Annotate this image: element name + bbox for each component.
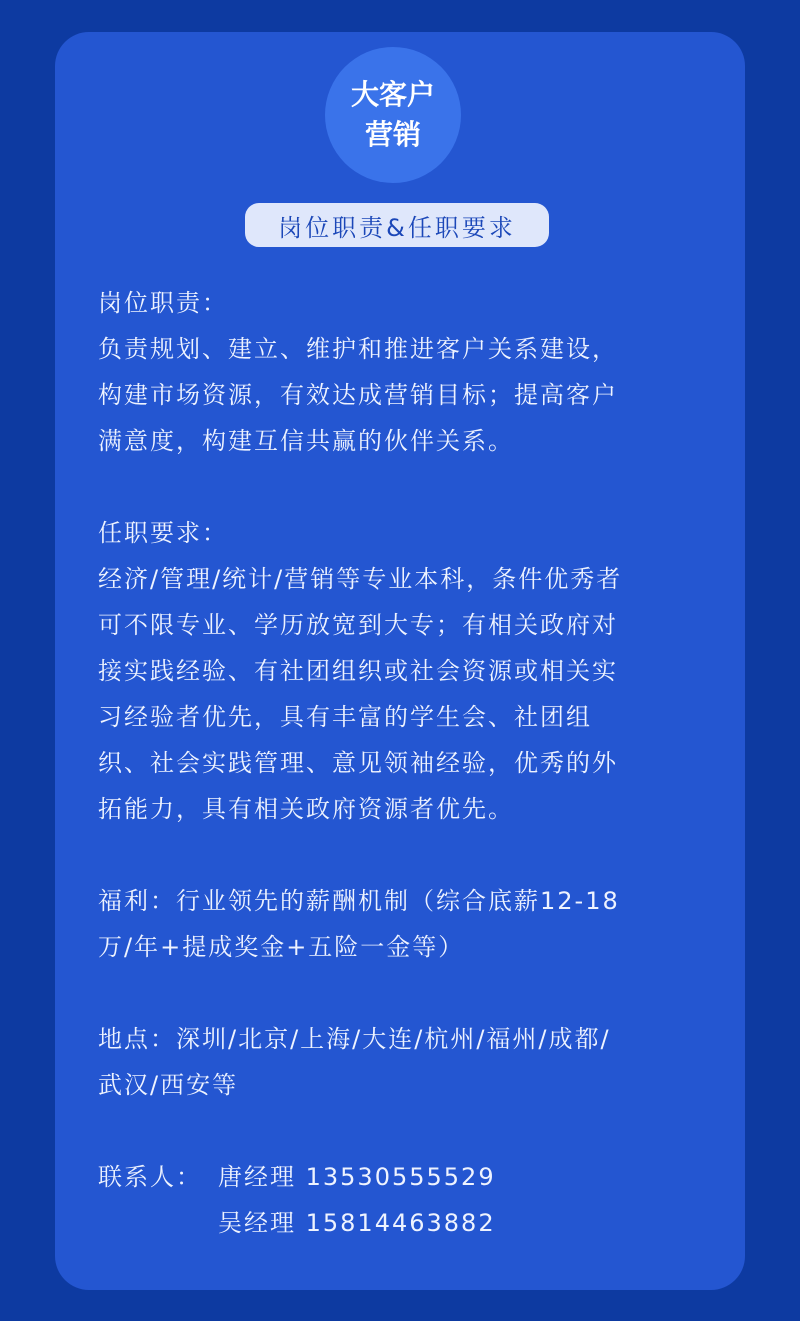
duties-line: 负责规划、建立、维护和推进客户关系建设， [98, 335, 618, 363]
title-badge [325, 47, 461, 183]
section-spacer [98, 970, 708, 1016]
contact-row [98, 1154, 708, 1200]
contact-label-empty [98, 1200, 218, 1246]
section-spacer [98, 832, 708, 878]
badge-line-2: 营销 [364, 118, 421, 151]
requirements-line: 可不限专业、学历放宽到大专；有相关政府对 [98, 611, 618, 639]
section-spacer [98, 464, 708, 510]
requirements-line: 习经验者优先，具有丰富的学生会、社团组 [98, 703, 592, 731]
benefits-line: 福利：行业领先的薪酬机制（综合底薪12-18 [98, 887, 620, 915]
duties-line: 满意度，构建互信共赢的伙伴关系。 [98, 427, 514, 455]
duties-line: 构建市场资源，有效达成营销目标；提高客户 [98, 381, 618, 409]
requirements-line: 经济/管理/统计/营销等专业本科，条件优秀者 [98, 565, 623, 593]
requirements-line: 接实践经验、有社团组织或社会资源或相关实 [98, 657, 618, 685]
requirements-line: 拓能力，具有相关政府资源者优先。 [98, 795, 514, 823]
requirements-line: 织、社会实践管理、意见领袖经验，优秀的外 [98, 749, 618, 777]
job-content [98, 280, 708, 1246]
duties-heading: 岗位职责： [98, 289, 228, 317]
contact-person: 唐经理 13530555529 [218, 1163, 496, 1191]
benefits-line: 万/年+提成奖金+五险一金等） [98, 933, 465, 961]
contact-label: 联系人： [98, 1163, 202, 1191]
contact-person: 吴经理 15814463882 [218, 1209, 496, 1237]
contact-row [98, 1200, 708, 1246]
location-line: 武汉/西安等 [98, 1071, 239, 1099]
badge-line-1: 大客户 [350, 78, 435, 111]
location-line: 地点：深圳/北京/上海/大连/杭州/福州/成都/ [98, 1025, 611, 1053]
section-spacer [98, 1108, 708, 1154]
requirements-heading: 任职要求： [98, 519, 228, 547]
section-pill: 岗位职责&任职要求 [245, 203, 549, 247]
